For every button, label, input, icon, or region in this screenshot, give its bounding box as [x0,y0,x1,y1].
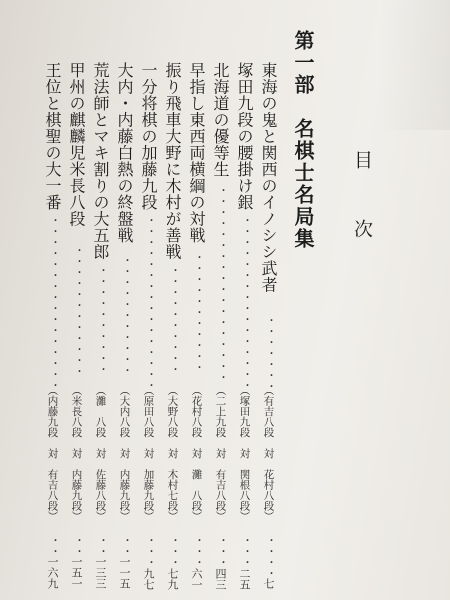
entry-title: 一分将棋の加藤九段 [139,62,158,211]
entry-leader-dots: ・・・・・・・・・・ [96,265,107,375]
entry-page-number: 七 [262,578,275,589]
entry-title: 荒法師とマキ割りの大五郎 [91,62,110,260]
entry-page-number: 四三 [214,568,227,590]
entry-players: （大野八段 対 木村七段） [166,385,179,522]
page-edge-shadow [380,0,450,130]
entry-leader-dots: ・・・・・・・・・・・・・・・・・・ [216,185,227,383]
entry-leader-dots: ・・・ [192,535,203,568]
entry-leader-dots: ・・ [48,535,59,557]
entry-leader-dots: ・・・・・・・ [264,315,275,392]
entry-leader-dots: ・・・・・・・・・・・ [120,255,131,376]
entry-leader-dots: ・・ [96,535,107,557]
toc-heading: 目次 [351,150,373,288]
entry-leader-dots: ・・・・ [264,535,275,579]
entry-leader-dots: ・・・ [216,535,227,568]
entry-players: （有吉八段 対 花村八段） [262,385,275,522]
entry-leader-dots: ・・・・・・・・・・・・・・・・ [240,215,251,391]
entry-title: 大内・内藤白熱の終盤戦 [115,62,134,244]
entry-page-number: 二五 [238,568,251,590]
entry-players: （塚田九段 対 関根八段） [238,385,251,522]
entry-title: 王位と棋聖の大一番 [43,62,62,211]
entry-title: 塚田九段の腰掛け銀 [235,62,254,211]
entry-leader-dots: ・・・ [168,535,179,568]
entry-players: （灘 八段 対 佐藤八段） [94,385,107,522]
entry-title: 北海道の優等生 [211,62,230,178]
entry-leader-dots: ・・・・・・・・・・・ [192,252,203,373]
part-title: 第一部 名棋士名局集 [291,30,315,250]
entry-leader-dots: ・・・ [144,535,155,568]
entry-players: （原田八段 対 加藤九段） [142,385,155,522]
entry-title: 振り飛車大野に木村が善戦 [163,62,182,260]
entry-players: （二上九段 対 有吉八段） [214,385,227,522]
entry-players: （花村八段 対 灘 八段） [190,385,203,522]
entry-leader-dots: ・・ [120,535,131,557]
entry-page-number: 一一五 [118,556,131,589]
entry-players: （大内八段 対 内藤九段） [118,385,131,522]
entry-leader-dots: ・・・ [240,535,251,568]
entry-leader-dots: ・・・・・・・・・・・・・・・・ [48,215,59,391]
entry-leader-dots: ・・ [72,535,83,557]
entry-page-number: 一六九 [46,556,59,589]
entry-title: 東海の鬼と関西のイノシシ武者 [259,62,278,293]
entry-leader-dots: ・・・・・・・・・・・・・・・・ [144,215,155,391]
entry-title: 甲州の麒麟児米長八段 [67,62,86,227]
entry-page-number: 六一 [190,568,203,590]
entry-leader-dots: ・・・・・・・・・・・・ [72,245,83,377]
entry-leader-dots: ・・・・・・・・・・ [168,265,179,375]
entry-title: 早指し東西両横綱の対戦 [187,62,206,244]
entry-page-number: 九七 [142,568,155,590]
entry-page-number: 一五一 [70,556,83,589]
entry-page-number: 一三三 [94,556,107,589]
entry-page-number: 七九 [166,568,179,590]
entry-players: （米長八段 対 内藤九段） [70,385,83,522]
entry-players: （内藤九段 対 有吉八段） [46,385,59,522]
